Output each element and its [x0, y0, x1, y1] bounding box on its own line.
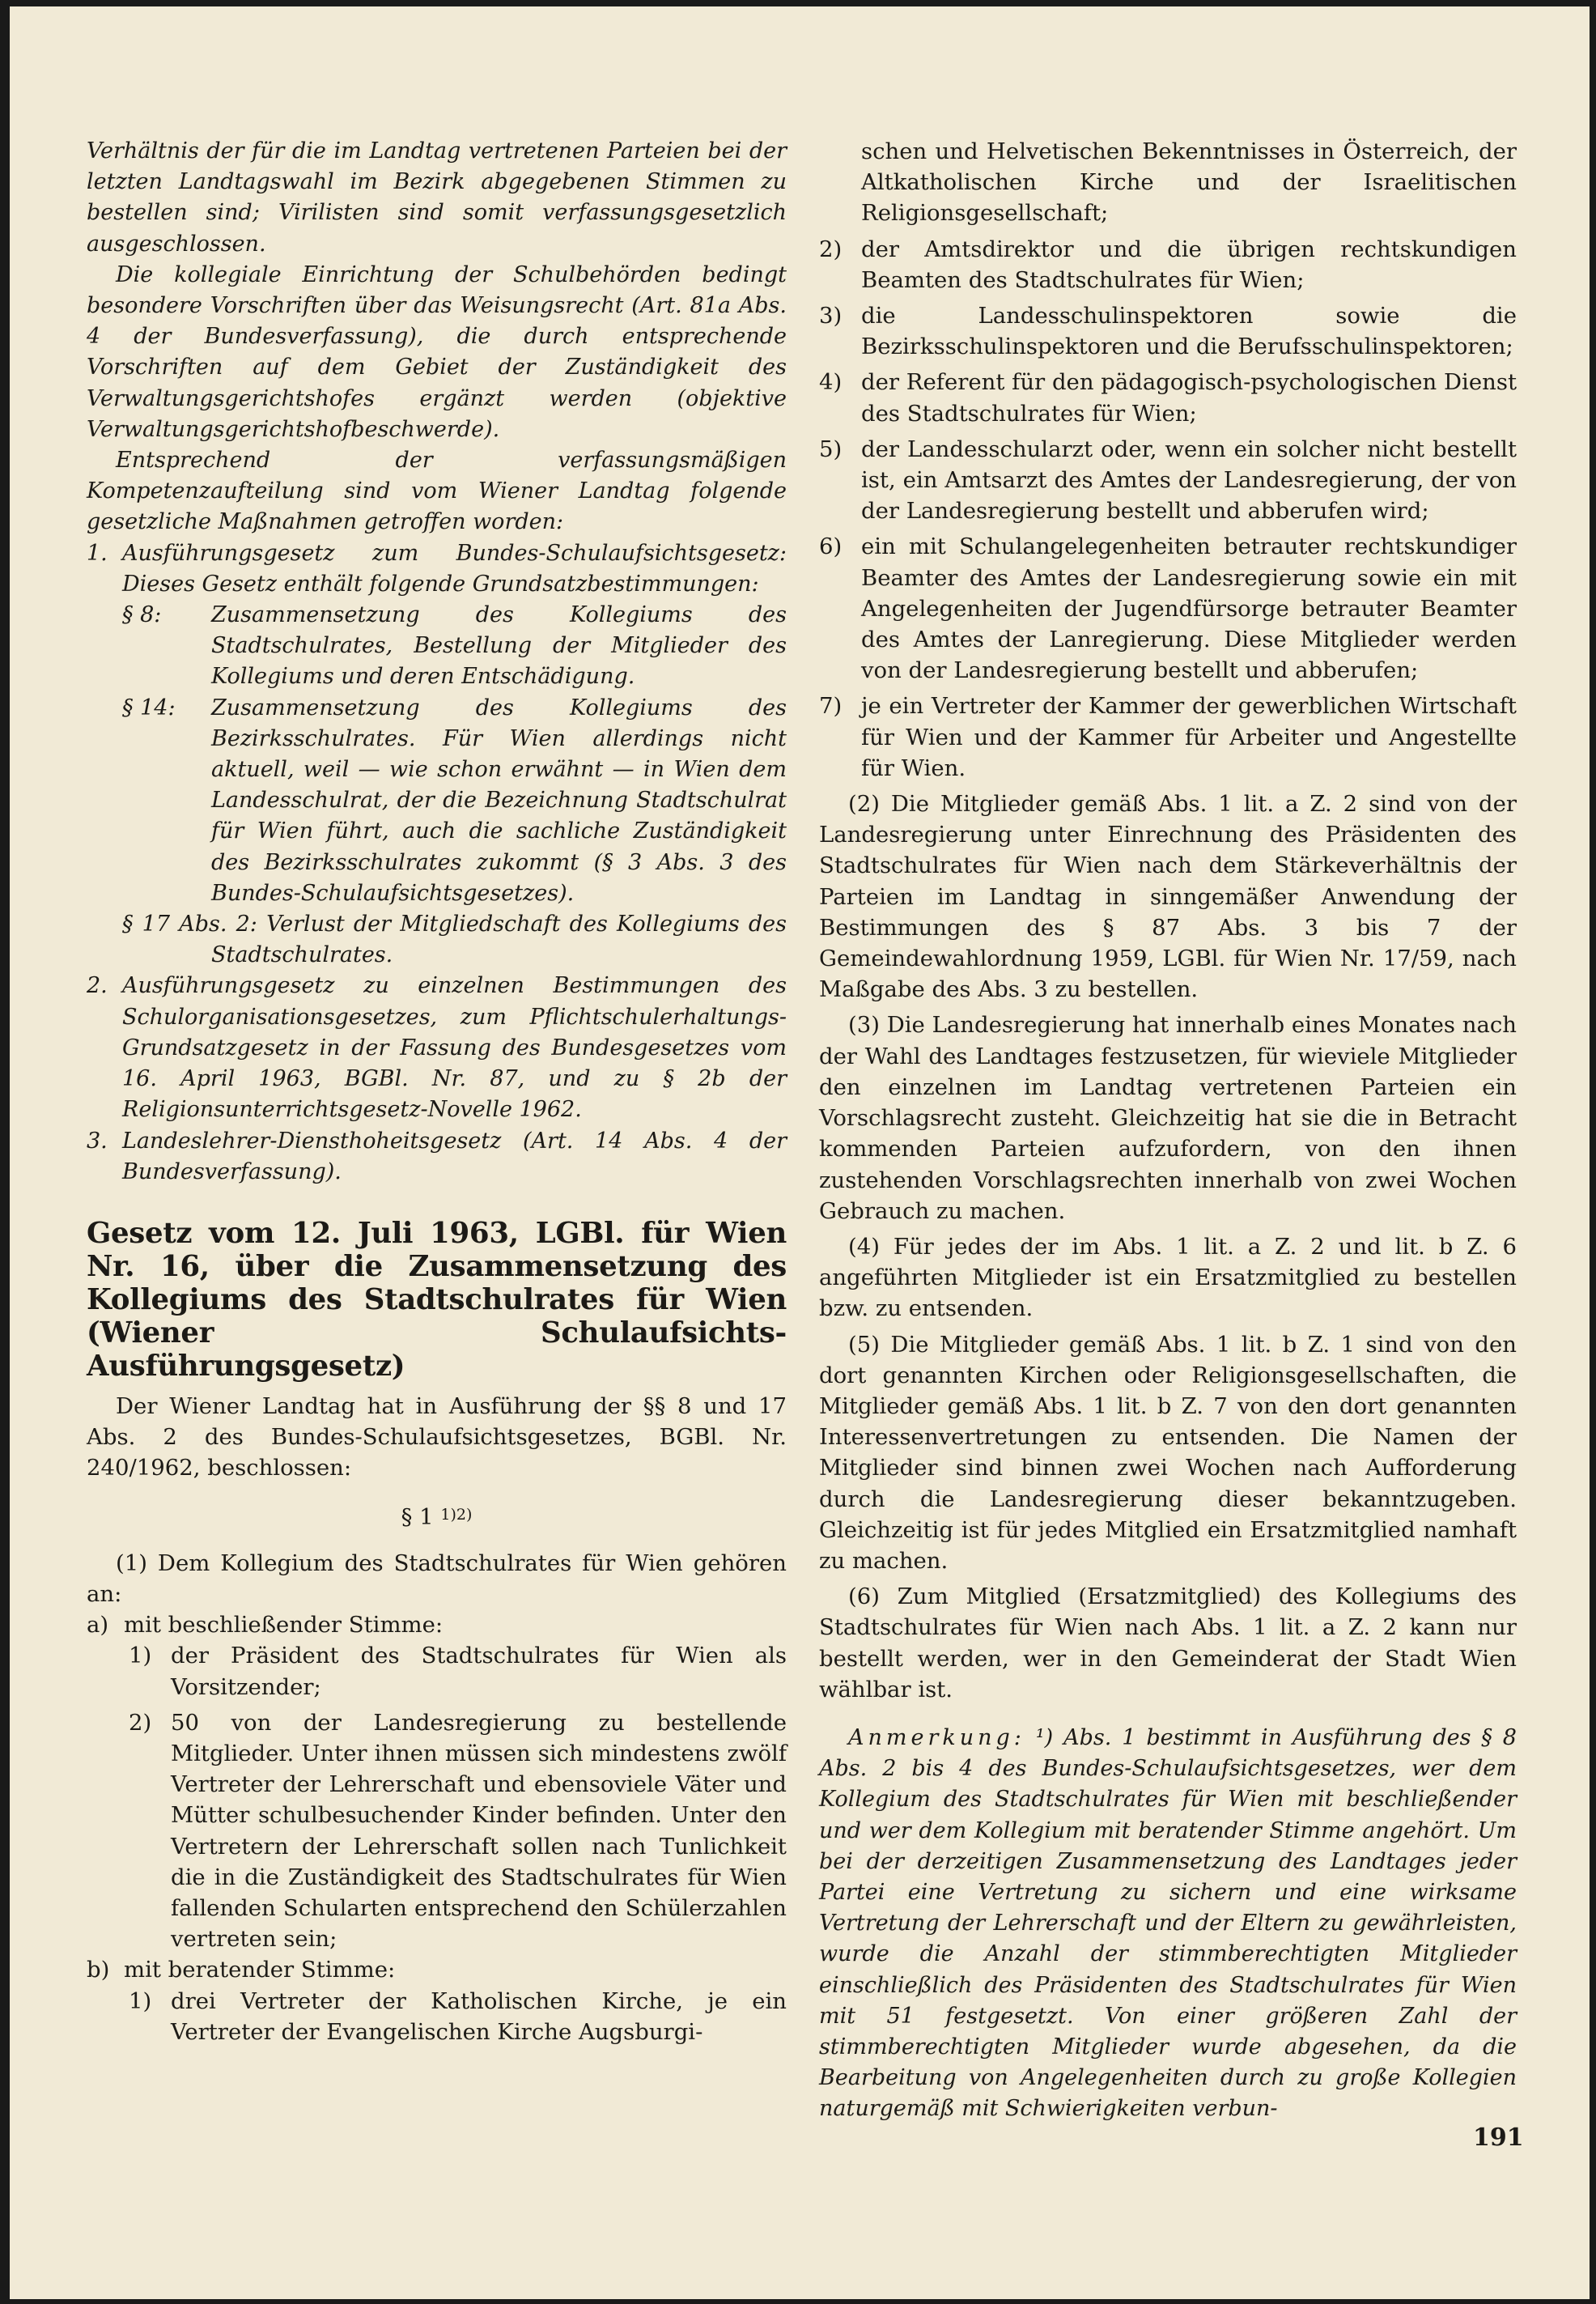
list-text: 50 von der Landesregierung zu bestellende Mitglieder. Unter ihnen müssen sich mindestens zwölf Vertreter der Lehrerschaft und ebensoviele Väter und Mütter schulbesuchender Kinder befinden. Unter den Vertretern der Lehrerschaft sollen nach Tunlichkeit die in die Zuständigkeit des Stadtschulrates für Wien fallenden Schularten entsprechend den Schülerzahlen vertreten sein;: [171, 1709, 787, 1953]
note-text: ¹) Abs. 1 bestimmt in Ausführung des § 8 Abs. 2 bis 4 des Bundes-Schulaufsichtsgesetzes, wer dem Kollegium des Stadtschulrates für Wien mit beschließender und wer dem Kollegium mit beratender Stimme angehört. Um bei der derzeitigen Zusammensetzung des Landtages jeder Partei eine Vertretung zu sichern und eine wirksame Vertretung der Lehrerschaft und der Eltern zu gewährleisten, wurde die Anzahl der stimmberechtigten Mitglieder einschließlich des Präsidenten des Stadtschulrates für Wien mit 51 festgesetzt. Von einer größeren Zahl der stimmberechtigten Mitglieder wurde abgesehen, da die Bearbeitung von Angelegenheiten durch zu große Kollegien naturgemäß mit Schwierigkeiten verbun-: [819, 1724, 1517, 2122]
paragraph-text: § 17 Abs. 2: Verlust der Mitgliedschaft des Kollegiums des Stadtschulrates.: [122, 912, 787, 968]
item-number: 1.: [87, 540, 108, 566]
list-text: der Referent für den pädagogisch-psychologischen Dienst des Stadtschulrates für Wien;: [861, 369, 1517, 427]
list-a-1: [87, 1640, 787, 1702]
law-heading: Gesetz vom 12. Juli 1963, LGBl. für Wien Nr. 16, über die Zusammensetzung des Kollegiums des Stadtschulrates für Wien (Wiener Schulaufsichts-Ausführungsgesetz): [87, 1216, 787, 1383]
item-number: 3.: [87, 1128, 108, 1154]
note-label: Anmerkung:: [848, 1724, 1025, 1750]
list-text: die Landesschulinspektoren sowie die Bezirksschulinspektoren und die Berufsschulinspektoren;: [861, 303, 1517, 360]
intro-paragraph-2: Die kollegiale Einrichtung der Schulbehörden bedingt besondere Vorschriften über das Weisungsrecht (Art. 81a Abs. 4 der Bundesverfassung), die durch entsprechende Vorschriften auf dem Gebiet der Zuständigkeit des Verwaltungsgerichtshofes ergänzt werden (objektive Verwaltungsgerichtshofbeschwerde).: [87, 261, 787, 442]
document-page: [10, 6, 1590, 2299]
paragraph-text: Zusammensetzung des Kollegiums des Stadtschulrates, Bestellung der Mitglieder des Kollegiums und deren Entschädigung.: [211, 602, 787, 690]
list-b-1: [87, 1986, 787, 2047]
abs-3: (3) Die Landesregierung hat innerhalb eines Monates nach der Wahl des Landtages festzusetzen, für wieviele Mitglieder den einzelnen im Landtag vertretenen Parteien ein Vorschlagsrecht zusteht. Gleichzeitig hat sie die in Betracht kommenden Parteien aufzufordern, von den ihnen zustehenden Vorschlagsrechten innerhalb von zwei Wochen Gebrauch zu machen.: [819, 1012, 1517, 1224]
right-column: [819, 136, 1517, 2125]
list-b-2: [819, 234, 1517, 295]
list-label: 6): [819, 533, 843, 560]
measures-item-3: [87, 1126, 787, 1188]
list-a: [87, 1609, 787, 1640]
abs-4: (4) Für jedes der im Abs. 1 lit. a Z. 2 und lit. b Z. 6 angeführten Mitglieder ist ein Ersatzmitglied zu bestellen bzw. zu entsenden.: [819, 1233, 1517, 1322]
item-text: Ausführungsgesetz zum Bundes-Schulaufsichtsgesetz: Dieses Gesetz enthält folgende Grundsatzbestimmungen:: [122, 540, 787, 597]
list-label: 1): [129, 1643, 152, 1669]
list-text: je ein Vertreter der Kammer der gewerblichen Wirtschaft für Wien und der Kammer für Arbeiter und Angestellte für Wien.: [861, 693, 1517, 781]
list-b-1-continued: [819, 136, 1517, 229]
list-label: 4): [819, 369, 843, 396]
list-b-3: [819, 300, 1517, 362]
list-b-7: [819, 691, 1517, 784]
law-preamble: Der Wiener Landtag hat in Ausführung der §§ 8 und 17 Abs. 2 des Bundes-Schulaufsichtsgesetzes, BGBl. Nr. 240/1962, beschlossen:: [87, 1392, 787, 1481]
list-label: 5): [819, 436, 843, 462]
list-b-5: [819, 434, 1517, 527]
list-label: 2): [819, 236, 843, 262]
annotation-note: [819, 1723, 1517, 2125]
member-list-continued: [819, 136, 1517, 784]
paragraph-14: [122, 693, 787, 909]
paragraph-label: § 14:: [122, 695, 176, 721]
intro-paragraph-3: Entsprechend der verfassungsmäßigen Kompetenzaufteilung sind vom Wiener Landtag folgende gesetzliche Maßnahmen getroffen worden:: [87, 448, 787, 535]
section-title: [87, 1502, 787, 1535]
section-footnote-refs: 1)2): [440, 1505, 473, 1524]
list-text: der Landesschularzt oder, wenn ein solcher nicht bestellt ist, ein Amtsarzt des Amtes der Landesregierung, der von der Landesregierung bestellt und abberufen wird;: [861, 436, 1517, 525]
list-b-6: [819, 531, 1517, 686]
measures-item-1: [87, 538, 787, 600]
list-text: mit beschließender Stimme:: [124, 1612, 444, 1639]
abs-1: (1) Dem Kollegium des Stadtschulrates für Wien gehören an:: [87, 1549, 787, 1607]
abs-6: (6) Zum Mitglied (Ersatzmitglied) des Kollegiums des Stadtschulrates für Wien nach Abs. 1 lit. a Z. 2 kann nur bestellt werden, wer in den Gemeinderat der Stadt Wien wählbar ist.: [819, 1583, 1517, 1702]
list-label: b): [87, 1957, 110, 1983]
section-number: § 1: [401, 1503, 434, 1530]
list-text: der Amtsdirektor und die übrigen rechtskundigen Beamten des Stadtschulrates für Wien;: [861, 236, 1517, 293]
list-label: 1): [129, 1987, 152, 2014]
list-label: a): [87, 1612, 109, 1639]
page-number: 191: [1473, 2123, 1524, 2152]
abs-2: (2) Die Mitglieder gemäß Abs. 1 lit. a Z. 2 sind von der Landesregierung unter Einrechnung des Präsidenten des Stadtschulrates für Wien nach dem Stärkeverhältnis der Parteien im Landtag in sinngemäßer Anwendung der Bestimmungen des § 87 Abs. 3 bis 7 der Gemeindewahlordnung 1959, LGBl. für Wien Nr. 17/59, nach Maßgabe des Abs. 3 zu bestellen.: [819, 791, 1517, 1003]
list-label: 7): [819, 693, 843, 720]
item-text: Ausführungsgesetz zu einzelnen Bestimmungen des Schulorganisationsgesetzes, zum Pflichtschulerhaltungs-Grundsatzgesetz in der Fassung des Bundesgesetzes vom 16. April 1963, BGBl. Nr. 87, und zu § 2b der Religionsunterrichtsgesetz-Novelle 1962.: [122, 973, 787, 1123]
abs-5: (5) Die Mitglieder gemäß Abs. 1 lit. b Z. 1 sind von den dort genannten Kirchen oder Religionsgesellschaften, die Mitglieder gemäß Abs. 1 lit. b Z. 7 von den dort genannten Interessenvertretungen zu entsenden. Die Namen der Mitglieder sind binnen zwei Wochen nach Aufforderung durch die Landesregierung dieser bekanntzugeben. Gleichzeitig ist für jedes Mitglied ein Ersatzmitglied namhaft zu machen.: [819, 1331, 1517, 1574]
item-text: Landeslehrer-Diensthoheitsgesetz (Art. 14 Abs. 4 der Bundesverfassung).: [122, 1128, 787, 1184]
list-label: 2): [129, 1709, 152, 1736]
list-text: drei Vertreter der Katholischen Kirche, je ein Vertreter der Evangelischen Kirche Augsburgi-: [171, 1987, 787, 2045]
paragraph-text: Zusammensetzung des Kollegiums des Bezirksschulrates. Für Wien allerdings nicht aktuell, weil — wie schon erwähnt — in Wien dem Landesschulrat, der die Bezeichnung Stadtschulrat für Wien führt, auch die sachliche Zuständigkeit des Bezirksschulrates zukommt (§ 3 Abs. 3 des Bundes-Schulaufsichtsgesetzes).: [211, 695, 787, 906]
measures-list: [87, 538, 787, 1188]
list-text: mit beratender Stimme:: [124, 1957, 396, 1983]
measures-item-2: [87, 971, 787, 1125]
list-label: 3): [819, 303, 843, 329]
paragraph-label: § 8:: [122, 602, 162, 628]
list-text: der Präsident des Stadtschulrates für Wien als Vorsitzender;: [171, 1643, 787, 1700]
item-number: 2.: [87, 973, 108, 999]
member-list: [87, 1609, 787, 2047]
paragraph-17: [122, 909, 787, 971]
list-b-4: [819, 367, 1517, 428]
paragraph-8: [122, 600, 787, 693]
intro-paragraph-1: Verhältnis der für die im Landtag vertretenen Parteien bei der letzten Landtagswahl im Bezirk abgegebenen Stimmen zu bestellen sind; Virilisten sind somit verfassungsgesetzlich ausgeschlossen.: [87, 138, 787, 257]
list-text: ein mit Schulangelegenheiten betrauter rechtskundiger Beamter des Amtes der Landesregierung sowie ein mit Angelegenheiten der Jugendfürsorge betrauter Beamter des Amtes der Lanregierung. Diese Mitglieder werden von der Landesregierung bestellt und abberufen;: [861, 533, 1517, 684]
left-column: [87, 136, 787, 2047]
list-text: schen und Helvetischen Bekenntnisses in Österreich, der Altkatholischen Kirche und der Israelitischen Religionsgesellschaft;: [861, 138, 1517, 227]
list-a-2: [87, 1707, 787, 1955]
list-b: [87, 1954, 787, 1985]
